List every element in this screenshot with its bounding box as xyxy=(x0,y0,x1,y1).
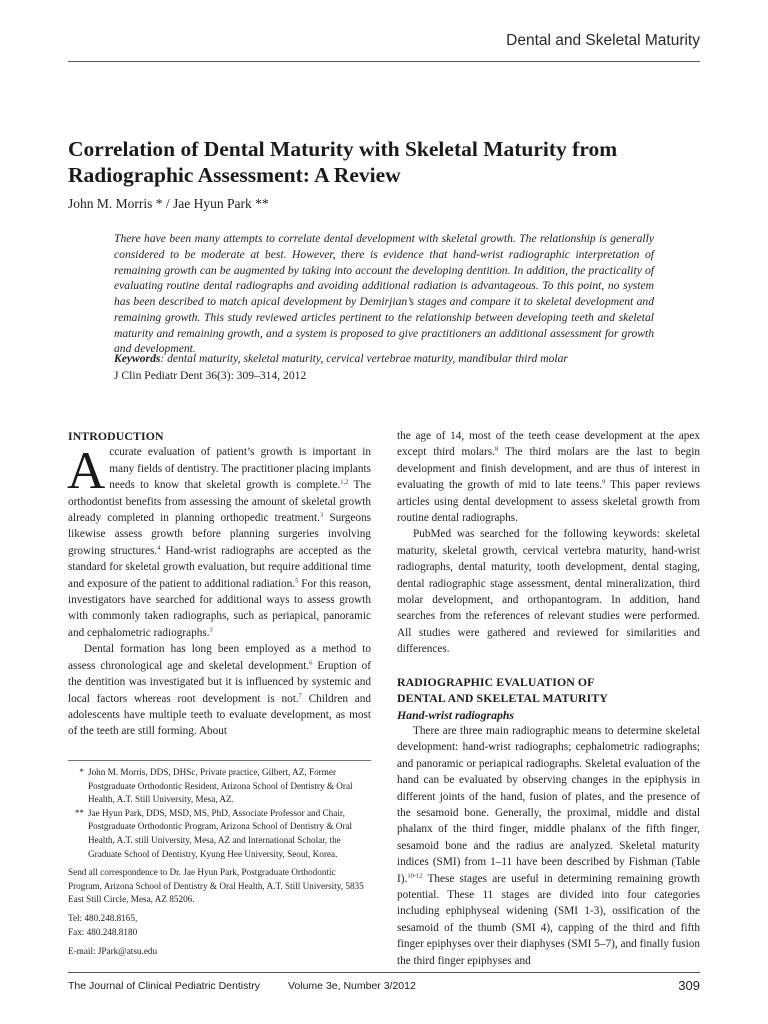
header-rule xyxy=(68,61,700,62)
running-head: Dental and Skeletal Maturity xyxy=(506,32,700,49)
article-authors: John M. Morris * / Jae Hyun Park ** xyxy=(68,196,269,211)
tel: Tel: 480.248.8165, xyxy=(68,913,138,923)
hand-wrist-subheading: Hand-wrist radiographs xyxy=(397,707,515,722)
radiographic-heading: RADIOGRAPHIC EVALUATION OF DENTAL AND SKELETAL MATURITY xyxy=(397,674,608,706)
citation-ref: 5 xyxy=(295,576,299,584)
citation-ref: 1,2 xyxy=(340,478,349,486)
intro-paragraph-2: Dental formation has long been employed as a method to assess chronological age and skeletal development.$^6$ Eruption of the dentition was investigated but it is influenced by systemic and local factors whereas root development is not.$^7$ Children and adolescents have multiple teeth to evaluate development, as most of the teeth are still forming. About xyxy=(68,643,371,738)
left-column xyxy=(68,428,371,740)
keywords xyxy=(114,352,674,365)
footnotes xyxy=(68,766,371,861)
intro-paragraph-1: Accurate evaluation of patient’s growth is important in many fields of dentistry. The practitioner placing implants needs to know that skeletal growth is complete.$^{1,2}$ The orthodontist benefits from assessing the amount of skeletal growth already completed in planning orthopedic treatment.$^3$ Surgeons likewise assess growth before planning surgeries involving growing structures.$^4$ Hand-wrist radiographs are accepted as the standard for skeletal growth evaluation, but require additional time and exposure of the patient to additional radiation.$^5$ For this reason, investigators have searched for additional ways to assess growth with commonly taken radiographs, such as periapical, panoramic and cephalometric radiographs.$^3$ xyxy=(67,442,372,639)
citation-ref: 3 xyxy=(209,626,213,634)
footer-volume: Volume 3e, Number 3/2012 xyxy=(288,980,416,992)
citation-ref: 10-12 xyxy=(407,871,423,879)
footnote-rule xyxy=(68,760,371,761)
footnote-author-2 xyxy=(68,807,371,861)
drop-cap: A xyxy=(67,442,106,501)
keywords-label: Keywords xyxy=(114,352,161,365)
citation-ref: 9 xyxy=(602,478,606,486)
footnote-mark: ** xyxy=(74,807,84,818)
introduction-heading: INTRODUCTION xyxy=(68,429,164,443)
citation-ref: 4 xyxy=(157,544,161,552)
citation-ref: 3 xyxy=(319,511,324,519)
page-number: 309 xyxy=(678,978,700,993)
footer-rule xyxy=(68,972,700,973)
footnote-text: John M. Morris, DDS, DHSc, Private practice, Gilbert, AZ, Former Postgraduate Orthodontic Resident, Arizona School of Dentistry & Oral Health, A.T. Still University, Mesa, AZ. xyxy=(88,767,353,805)
footnote-mark: * xyxy=(79,767,84,777)
fax: Fax: 480.248.8180 xyxy=(68,926,138,937)
intro-paragraph-3: the age of 14, most of the teeth cease development at the apex except third molars.$^8$ The third molars are the last to begin development and finish development, and are thus of interest in evaluating the growth of mid to late teens.$^9$ This paper reviews articles using dental development to assess skeletal growth from routine dental radiographs. xyxy=(397,430,700,525)
keywords-text: : dental maturity, skeletal maturity, cervical vertebrae maturity, mandibular third molar xyxy=(160,352,568,365)
correspondence: Send all correspondence to Dr. Jae Hyun Park, Postgraduate Orthodontic Program, Arizona School of Dentistry & Oral Health, A.T. Still University, 5835 East Still Circle, Mesa, AZ 85206. xyxy=(68,867,364,905)
right-column xyxy=(397,428,700,969)
contact-phone xyxy=(68,912,371,939)
footnote-author-1 xyxy=(68,766,371,807)
radiographic-paragraph-1: There are three main radiographic means to determine skeletal development: hand-wrist radiographs; cephalometric radiographs; and panoramic or periapical radiographs. Skeletal evaluation of the hand can be evaluated by observing changes in the epiphysis in different joints of the hand, fusion of plates, and the presence of the sesamoid bone. Generally, the proximal, middle and distal phalanx of the third finger, middle phalanx of the fifth finger, sesamoid bone and the radius are analyzed. Skeletal maturity indices (SMI) from 1–11 have been described by Fishman (Table I).$^{10-12}$ These stages are useful in determining remaining growth potential. These 11 stages are divided into four categories including ephiphyseal widening (SMI 1-3), ossification of the sesamoid of the thumb (SMI 4), capping of the third and fifth finger epiphyses over their diaphyses (SMI 5–7), and finally fusion the third finger epiphyses and xyxy=(397,724,700,967)
abstract: There have been many attempts to correlate dental development with skeletal growth. The relationship is generally considered to be moderate at best. However, there is evidence that hand-wrist radiographic interpretation of remaining growth can be augmented by taking into account the developing dentition. In addition, the practicality of evaluating routine dental radiographs and avoiding additional radiation is advantageous. To this point, no system has been described to match apical development by Demirjian’s stages and compare it to skeletal development and remaining growth. This study reviewed articles pertinent to the relationship between developing teeth and skeletal maturity and remaining growth, and a system is proposed to give practitioners an additional assessment for growth and development. xyxy=(114,232,654,356)
citation-ref: 6 xyxy=(309,658,313,666)
footer-journal: The Journal of Clinical Pediatric Dentistry xyxy=(68,980,260,992)
citation-ref: 8 xyxy=(494,445,499,453)
citation-ref: 7 xyxy=(298,691,302,699)
article-title: Correlation of Dental Maturity with Skeletal Maturity from Radiographic Assessment: A Review xyxy=(68,137,618,187)
citation: J Clin Pediatr Dent 36(3): 309–314, 2012 xyxy=(114,369,307,382)
contact-email: E-mail: JPark@atsu.edu xyxy=(68,946,158,956)
footnote-text: Jae Hyun Park, DDS, MSD, MS, PhD, Associate Professor and Chair, Postgraduate Orthodontic Program, Arizona School of Dentistry & Oral Health, A.T. still University, Mesa, AZ and International Scholar, the Graduate School of Dentistry, Kyung Hee University, Seoul, Korea. xyxy=(88,807,353,859)
intro-paragraph-4: PubMed was searched for the following keywords: skeletal maturity, skeletal growth, cervical vertebra maturity, hand-wrist radiographs, dental maturity, tooth development, dental staging, dental radiographic stage assessment, dental mineralization, third molar development, and orthopantogram. In addition, hand searches from the references of relevant studies were performed. All studies were gathered and reviewed for similarities and differences. xyxy=(397,528,700,656)
